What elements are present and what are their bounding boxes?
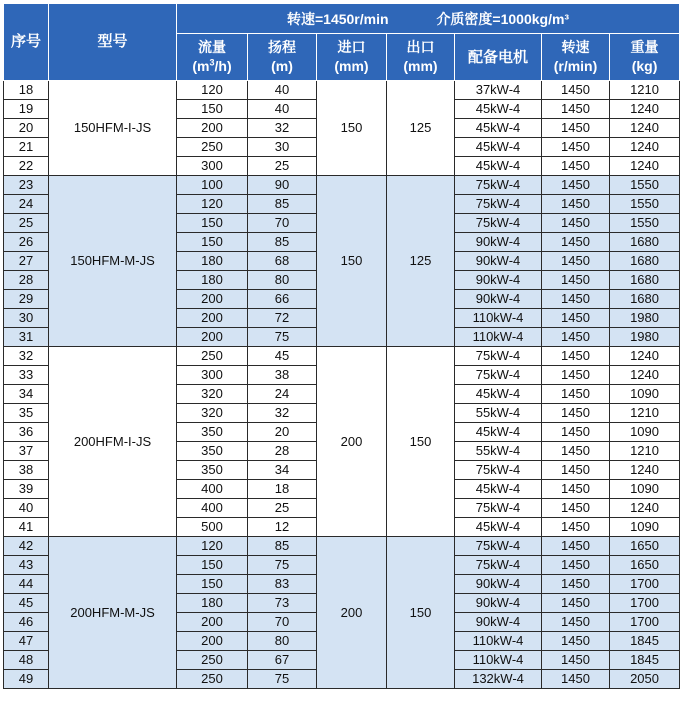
table-body: [4, 81, 680, 689]
cell-flow: 150: [177, 556, 248, 575]
cell-weight: 1240: [610, 347, 680, 366]
cell-seq: 18: [4, 81, 49, 100]
cell-head: 40: [248, 100, 317, 119]
cell-flow: 400: [177, 480, 248, 499]
cell-head: 80: [248, 632, 317, 651]
table-row: [4, 81, 680, 100]
table-row: [4, 537, 680, 556]
cell-seq: 39: [4, 480, 49, 499]
cell-flow: 180: [177, 271, 248, 290]
cell-head: 25: [248, 157, 317, 176]
cell-flow: 100: [177, 176, 248, 195]
cell-seq: 44: [4, 575, 49, 594]
cell-motor: 37kW-4: [455, 81, 542, 100]
cell-flow: 150: [177, 100, 248, 119]
pump-spec-table: [3, 3, 680, 689]
header-flow: [177, 34, 248, 81]
cell-flow: 250: [177, 347, 248, 366]
cell-motor: 45kW-4: [455, 138, 542, 157]
cell-head: 32: [248, 119, 317, 138]
cell-motor: 75kW-4: [455, 366, 542, 385]
cell-speed: 1450: [542, 556, 610, 575]
cell-motor: 90kW-4: [455, 594, 542, 613]
cell-weight: 1700: [610, 575, 680, 594]
cell-head: 73: [248, 594, 317, 613]
cell-head: 85: [248, 537, 317, 556]
cell-speed: 1450: [542, 328, 610, 347]
cell-motor: 90kW-4: [455, 271, 542, 290]
header-flow-unit: $(m^3/h)$: [192, 57, 232, 74]
cell-speed: 1450: [542, 442, 610, 461]
cell-weight: 1845: [610, 651, 680, 670]
cell-weight: 1240: [610, 366, 680, 385]
cell-speed: 1450: [542, 176, 610, 195]
cell-head: 70: [248, 214, 317, 233]
cell-outlet: 150: [387, 537, 455, 689]
cell-weight: 1680: [610, 271, 680, 290]
cell-speed: 1450: [542, 366, 610, 385]
cell-head: 72: [248, 309, 317, 328]
cell-weight: 1240: [610, 100, 680, 119]
cell-flow: 500: [177, 518, 248, 537]
cell-head: 75: [248, 670, 317, 689]
header-weight-unit: (kg): [631, 58, 658, 74]
cell-speed: 1450: [542, 252, 610, 271]
cell-head: 70: [248, 613, 317, 632]
cell-flow: 200: [177, 632, 248, 651]
cell-motor: 45kW-4: [455, 119, 542, 138]
cell-seq: 24: [4, 195, 49, 214]
cell-outlet: 125: [387, 81, 455, 176]
cell-weight: 1210: [610, 404, 680, 423]
cell-speed: 1450: [542, 119, 610, 138]
cell-speed: 1450: [542, 499, 610, 518]
header-weight: [610, 34, 680, 81]
cell-seq: 37: [4, 442, 49, 461]
cell-weight: 1240: [610, 138, 680, 157]
cell-motor: 75kW-4: [455, 461, 542, 480]
header-head: [248, 34, 317, 81]
cell-flow: 300: [177, 366, 248, 385]
cell-seq: 42: [4, 537, 49, 556]
cell-motor: 75kW-4: [455, 347, 542, 366]
cell-head: 18: [248, 480, 317, 499]
cell-seq: 48: [4, 651, 49, 670]
cell-seq: 43: [4, 556, 49, 575]
cell-seq: 31: [4, 328, 49, 347]
cell-seq: 29: [4, 290, 49, 309]
cell-motor: 132kW-4: [455, 670, 542, 689]
header-outlet-name: 出口: [406, 39, 435, 55]
cell-seq: 40: [4, 499, 49, 518]
cell-head: 40: [248, 81, 317, 100]
cell-seq: 32: [4, 347, 49, 366]
cell-seq: 33: [4, 366, 49, 385]
cell-speed: 1450: [542, 195, 610, 214]
cell-motor: 75kW-4: [455, 537, 542, 556]
cell-motor: 75kW-4: [455, 499, 542, 518]
cell-head: 20: [248, 423, 317, 442]
cell-head: 30: [248, 138, 317, 157]
cell-weight: 1240: [610, 499, 680, 518]
cell-weight: 1650: [610, 556, 680, 575]
cell-motor: 110kW-4: [455, 309, 542, 328]
cell-weight: 1210: [610, 81, 680, 100]
cell-flow: 300: [177, 157, 248, 176]
cell-model: 150HFM-I-JS: [49, 81, 177, 176]
cell-motor: 45kW-4: [455, 100, 542, 119]
header-conditions: [177, 4, 680, 34]
cell-seq: 23: [4, 176, 49, 195]
cell-weight: 1700: [610, 613, 680, 632]
cell-seq: 36: [4, 423, 49, 442]
cell-motor: 90kW-4: [455, 252, 542, 271]
cell-speed: 1450: [542, 309, 610, 328]
cell-head: 80: [248, 271, 317, 290]
cell-speed: 1450: [542, 423, 610, 442]
cell-speed: 1450: [542, 518, 610, 537]
cell-head: 34: [248, 461, 317, 480]
cell-inlet: 200: [317, 537, 387, 689]
header-outlet: [387, 34, 455, 81]
header-motor: 配备电机: [455, 34, 542, 81]
cell-flow: 250: [177, 670, 248, 689]
cell-flow: 350: [177, 461, 248, 480]
cell-seq: 26: [4, 233, 49, 252]
table-row: [4, 347, 680, 366]
cell-speed: 1450: [542, 347, 610, 366]
header-model: 型号: [49, 4, 177, 81]
cell-head: 28: [248, 442, 317, 461]
cell-head: 75: [248, 328, 317, 347]
cell-weight: 1845: [610, 632, 680, 651]
cell-weight: 1090: [610, 480, 680, 499]
cell-motor: 45kW-4: [455, 518, 542, 537]
cell-seq: 21: [4, 138, 49, 157]
cell-speed: 1450: [542, 594, 610, 613]
cell-model: 200HFM-I-JS: [49, 347, 177, 537]
cell-weight: 1090: [610, 518, 680, 537]
cell-flow: 200: [177, 328, 248, 347]
cell-seq: 28: [4, 271, 49, 290]
cell-weight: 1650: [610, 537, 680, 556]
cell-speed: 1450: [542, 271, 610, 290]
cell-speed: 1450: [542, 461, 610, 480]
cell-seq: 46: [4, 613, 49, 632]
cell-weight: 2050: [610, 670, 680, 689]
cell-outlet: 125: [387, 176, 455, 347]
cell-head: 32: [248, 404, 317, 423]
cell-flow: 180: [177, 252, 248, 271]
cell-speed: 1450: [542, 404, 610, 423]
cell-speed: 1450: [542, 480, 610, 499]
cell-seq: 27: [4, 252, 49, 271]
cell-head: 24: [248, 385, 317, 404]
cell-motor: 75kW-4: [455, 214, 542, 233]
cell-head: 66: [248, 290, 317, 309]
cell-motor: 45kW-4: [455, 423, 542, 442]
header-seq: 序号: [4, 4, 49, 81]
cell-head: 85: [248, 195, 317, 214]
cell-flow: 320: [177, 385, 248, 404]
cell-seq: 20: [4, 119, 49, 138]
cell-flow: 150: [177, 233, 248, 252]
cell-head: 68: [248, 252, 317, 271]
header-inlet: [317, 34, 387, 81]
cell-motor: 110kW-4: [455, 328, 542, 347]
cell-flow: 350: [177, 423, 248, 442]
cell-flow: 150: [177, 575, 248, 594]
cell-weight: 1680: [610, 233, 680, 252]
cell-weight: 1240: [610, 119, 680, 138]
cell-flow: 320: [177, 404, 248, 423]
cell-motor: 110kW-4: [455, 651, 542, 670]
cell-motor: 110kW-4: [455, 632, 542, 651]
cell-head: 45: [248, 347, 317, 366]
cell-flow: 200: [177, 613, 248, 632]
cell-flow: 250: [177, 138, 248, 157]
cell-motor: 90kW-4: [455, 290, 542, 309]
cell-weight: 1680: [610, 252, 680, 271]
cell-seq: 47: [4, 632, 49, 651]
cell-speed: 1450: [542, 290, 610, 309]
cell-seq: 34: [4, 385, 49, 404]
cell-head: 83: [248, 575, 317, 594]
cell-motor: 55kW-4: [455, 442, 542, 461]
cell-motor: 45kW-4: [455, 385, 542, 404]
cell-speed: 1450: [542, 157, 610, 176]
cell-weight: 1680: [610, 290, 680, 309]
cell-weight: 1090: [610, 385, 680, 404]
cell-speed: 1450: [542, 651, 610, 670]
cell-speed: 1450: [542, 385, 610, 404]
header-weight-name: 重量: [630, 39, 659, 55]
cell-weight: 1090: [610, 423, 680, 442]
cell-speed: 1450: [542, 670, 610, 689]
cell-seq: 30: [4, 309, 49, 328]
cell-weight: 1210: [610, 442, 680, 461]
cell-flow: 200: [177, 290, 248, 309]
cell-speed: 1450: [542, 575, 610, 594]
header-condition-density: 介质密度=1000kg/m³: [436, 10, 570, 27]
header-condition-speed: 转速=1450r/min: [286, 10, 389, 27]
cell-weight: 1980: [610, 309, 680, 328]
cell-inlet: 150: [317, 176, 387, 347]
cell-seq: 22: [4, 157, 49, 176]
cell-speed: 1450: [542, 138, 610, 157]
cell-motor: 90kW-4: [455, 575, 542, 594]
cell-flow: 180: [177, 594, 248, 613]
cell-head: 90: [248, 176, 317, 195]
header-speed: [542, 34, 610, 81]
cell-weight: 1700: [610, 594, 680, 613]
cell-weight: 1240: [610, 461, 680, 480]
cell-speed: 1450: [542, 100, 610, 119]
cell-flow: 250: [177, 651, 248, 670]
cell-speed: 1450: [542, 214, 610, 233]
cell-model: 200HFM-M-JS: [49, 537, 177, 689]
cell-weight: 1550: [610, 214, 680, 233]
cell-model: 150HFM-M-JS: [49, 176, 177, 347]
cell-weight: 1980: [610, 328, 680, 347]
cell-seq: 49: [4, 670, 49, 689]
cell-flow: 120: [177, 537, 248, 556]
cell-seq: 25: [4, 214, 49, 233]
cell-head: 75: [248, 556, 317, 575]
cell-flow: 350: [177, 442, 248, 461]
cell-motor: 90kW-4: [455, 613, 542, 632]
cell-speed: 1450: [542, 81, 610, 100]
cell-head: 85: [248, 233, 317, 252]
cell-motor: 90kW-4: [455, 233, 542, 252]
cell-head: 67: [248, 651, 317, 670]
cell-motor: 75kW-4: [455, 176, 542, 195]
cell-speed: 1450: [542, 537, 610, 556]
cell-motor: 75kW-4: [455, 195, 542, 214]
cell-flow: 120: [177, 195, 248, 214]
cell-weight: 1550: [610, 195, 680, 214]
cell-seq: 45: [4, 594, 49, 613]
header-inlet-name: 进口: [337, 39, 366, 55]
cell-flow: 150: [177, 214, 248, 233]
cell-motor: 75kW-4: [455, 556, 542, 575]
table-header: [4, 4, 680, 81]
cell-motor: 45kW-4: [455, 157, 542, 176]
cell-outlet: 150: [387, 347, 455, 537]
header-inlet-unit: (mm): [334, 58, 369, 74]
cell-head: 25: [248, 499, 317, 518]
cell-flow: 400: [177, 499, 248, 518]
cell-weight: 1240: [610, 157, 680, 176]
cell-head: 38: [248, 366, 317, 385]
cell-seq: 41: [4, 518, 49, 537]
table-row: [4, 176, 680, 195]
cell-inlet: 200: [317, 347, 387, 537]
cell-flow: 200: [177, 309, 248, 328]
header-flow-name: 流量: [198, 39, 226, 55]
cell-weight: 1550: [610, 176, 680, 195]
cell-seq: 19: [4, 100, 49, 119]
header-head-name: 扬程: [268, 39, 296, 55]
cell-speed: 1450: [542, 233, 610, 252]
cell-motor: 45kW-4: [455, 480, 542, 499]
cell-flow: 200: [177, 119, 248, 138]
cell-seq: 38: [4, 461, 49, 480]
header-outlet-unit: (mm): [403, 58, 438, 74]
cell-flow: 120: [177, 81, 248, 100]
cell-motor: 55kW-4: [455, 404, 542, 423]
cell-inlet: 150: [317, 81, 387, 176]
cell-speed: 1450: [542, 613, 610, 632]
header-speed-unit: (r/min): [553, 58, 598, 74]
cell-head: 12: [248, 518, 317, 537]
header-head-unit: (m): [271, 58, 293, 74]
header-speed-name: 转速: [561, 39, 590, 55]
cell-seq: 35: [4, 404, 49, 423]
cell-speed: 1450: [542, 632, 610, 651]
